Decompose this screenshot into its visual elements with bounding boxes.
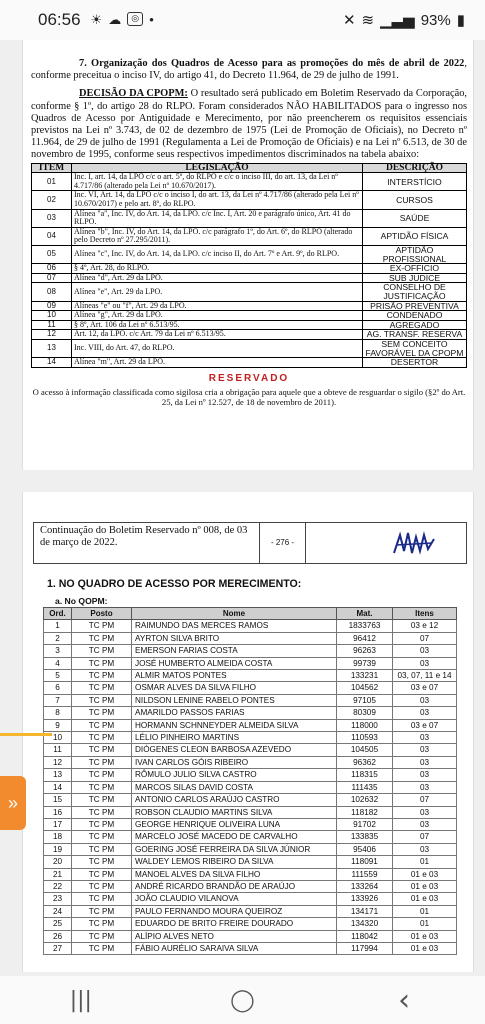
table-row: [44, 657, 457, 669]
impedimento-descricao: SUB JUDICE: [363, 273, 467, 283]
row-ord: 4: [44, 657, 72, 669]
impedimento-legislacao: Inc. I, art. 14, da LPO c/c o art. 5º, do RLPO e c/c o inciso III, do art. 13, da Lei nº 4.717/86 (alterado pela Lei nº 10.670/2017).: [72, 173, 363, 191]
impedimento-descricao: APTIDÃO PROFISSIONAL: [363, 245, 467, 263]
row-ord: 23: [44, 893, 72, 905]
row-mat: 134320: [337, 918, 393, 930]
quadro-table: [43, 607, 457, 955]
impedimento-item: 10: [32, 311, 72, 321]
row-mat: 96263: [337, 645, 393, 657]
row-ord: 5: [44, 670, 72, 682]
row-itens: 01 e 03: [393, 930, 457, 942]
col-descricao: DESCRIÇÃO: [363, 163, 467, 173]
row-mat: 118042: [337, 930, 393, 942]
paragraph-title: 7. Organização dos Quadros de Acesso para as promoções do mês de abril de 2022: [79, 58, 465, 69]
impedimento-legislacao: Alínea "g", Art. 29 da LPO.: [72, 311, 363, 321]
table-row: [44, 868, 457, 880]
impedimento-legislacao: § 4º, Art. 28, do RLPO.: [72, 264, 363, 274]
page-number: - 276 -: [260, 523, 306, 563]
impedimento-legislacao: Alínea "m", Art. 29 da LPO.: [72, 358, 363, 368]
row-posto: TC PM: [72, 694, 132, 706]
col-posto: Posto: [72, 608, 132, 620]
table-row: [44, 831, 457, 843]
row-itens: 01 e 03: [393, 942, 457, 954]
impedimento-legislacao: Inc. VI, Art. 14, da LPO c/c o inciso I, do art. 13, da Lei nº 4.717/86 (alterado pela Lei nº 10.670/2017) e pelo art. 8º, do RLPO.: [72, 191, 363, 209]
table-row: [44, 645, 457, 657]
row-ord: 17: [44, 818, 72, 830]
row-nome: EMERSON FARIAS COSTA: [132, 645, 337, 657]
table-row: [44, 880, 457, 892]
row-itens: 03 e 07: [393, 682, 457, 694]
impedimento-row: [32, 245, 467, 263]
impedimento-row: [32, 358, 467, 368]
impedimento-item: 13: [32, 339, 72, 357]
row-nome: MARCELO JOSÉ MACEDO DE CARVALHO: [132, 831, 337, 843]
dot-icon: •: [149, 12, 154, 27]
row-itens: 03 e 07: [393, 719, 457, 731]
row-posto: TC PM: [72, 732, 132, 744]
row-posto: TC PM: [72, 893, 132, 905]
row-posto: TC PM: [72, 781, 132, 793]
row-mat: 118182: [337, 806, 393, 818]
mute-icon: ✕: [342, 12, 356, 29]
impedimento-row: [32, 311, 467, 321]
impedimento-descricao: CONSELHO DE JUSTIFICAÇÃO: [363, 283, 467, 301]
paragraph-organizacao: [31, 58, 467, 82]
impedimentos-table: [31, 163, 467, 368]
clock: 06:56: [38, 10, 81, 29]
row-posto: TC PM: [72, 645, 132, 657]
row-mat: 96412: [337, 632, 393, 644]
impedimento-legislacao: Alínea "d", Art. 29 da LPO.: [72, 273, 363, 283]
impedimento-item: 05: [32, 245, 72, 263]
impedimento-row: [32, 283, 467, 301]
impedimento-descricao: AGREGADO: [363, 320, 467, 330]
row-nome: NILDSON LENINE RABELO PONTES: [132, 694, 337, 706]
battery-icon: ▮: [456, 12, 465, 29]
row-mat: 133926: [337, 893, 393, 905]
row-nome: ALMIR MATOS PONTES: [132, 670, 337, 682]
impedimento-row: [32, 339, 467, 357]
battery-level: 93%: [420, 11, 451, 29]
row-posto: TC PM: [72, 670, 132, 682]
row-ord: 7: [44, 694, 72, 706]
row-nome: AMARILDO PASSOS FARIAS: [132, 707, 337, 719]
row-nome: GEORGE HENRIQUE OLIVEIRA LUNA: [132, 818, 337, 830]
row-mat: 111435: [337, 781, 393, 793]
row-posto: TC PM: [72, 657, 132, 669]
impedimento-legislacao: Inc. VIII, do Art. 47, do RLPO.: [72, 339, 363, 357]
impedimento-row: [32, 227, 467, 245]
row-nome: MARCOS SILAS DAVID COSTA: [132, 781, 337, 793]
row-itens: 01 e 03: [393, 868, 457, 880]
impedimento-descricao: SAÚDE: [363, 209, 467, 227]
row-ord: 1: [44, 620, 72, 632]
row-nome: AYRTON SILVA BRITO: [132, 632, 337, 644]
row-itens: 07: [393, 831, 457, 843]
row-itens: 03: [393, 744, 457, 756]
row-nome: RAIMUNDO DAS MERCES RAMOS: [132, 620, 337, 632]
row-posto: TC PM: [72, 856, 132, 868]
row-itens: 07: [393, 794, 457, 806]
impedimento-item: 14: [32, 358, 72, 368]
row-nome: JOSÉ HUMBERTO ALMEIDA COSTA: [132, 657, 337, 669]
signal-icon: ▁▃▅: [380, 12, 415, 29]
status-bar: [0, 0, 485, 40]
row-itens: 07: [393, 632, 457, 644]
app-notification-icon: ◎: [127, 12, 143, 26]
section-title: 1. NO QUADRO DE ACESSO POR MERECIMENTO:: [47, 578, 302, 590]
row-posto: TC PM: [72, 930, 132, 942]
row-ord: 13: [44, 769, 72, 781]
impedimento-row: [32, 173, 467, 191]
impedimento-descricao: PRISÃO PREVENTIVA: [363, 301, 467, 311]
row-mat: 117994: [337, 942, 393, 954]
impedimento-descricao: EX-OFFICIO: [363, 264, 467, 274]
table-row: [44, 732, 457, 744]
impedimento-descricao: DESERTOR: [363, 358, 467, 368]
table-row: [44, 707, 457, 719]
impedimento-item: 01: [32, 173, 72, 191]
col-item: ITEM: [32, 163, 72, 173]
row-itens: 01 e 03: [393, 880, 457, 892]
row-mat: 91702: [337, 818, 393, 830]
row-posto: TC PM: [72, 620, 132, 632]
subsection-title: a. No QOPM:: [55, 596, 108, 606]
row-ord: 11: [44, 744, 72, 756]
table-row: [44, 769, 457, 781]
row-ord: 6: [44, 682, 72, 694]
row-itens: 03: [393, 732, 457, 744]
row-itens: 03: [393, 657, 457, 669]
table-row: [44, 781, 457, 793]
paragraph-decisao: [31, 88, 467, 161]
table-row: [44, 719, 457, 731]
row-itens: 01: [393, 905, 457, 917]
row-mat: 104562: [337, 682, 393, 694]
row-nome: FÁBIO AURÉLIO SARAIVA SILVA: [132, 942, 337, 954]
table-row: [44, 794, 457, 806]
row-nome: ANTONIO CARLOS ARAÚJO CASTRO: [132, 794, 337, 806]
row-mat: 99739: [337, 657, 393, 669]
impedimento-item: 08: [32, 283, 72, 301]
decisao-text: O resultado será publicado em Boletim Reservado da Corporação, conforme § 1º, do artigo 28 do RLPO. Foram considerados NÃO HABILITADOS para o ingresso nos Quadros de Acesso por Antiguidade e Merecimento, por não preencherem os requisitos essenciais previstos na Lei nº 3.743, de 02 de dezembro de 1975 (Lei de Promoção de Oficiais), no Decreto nº 11.964, de 29 de julho de 1991 (Regulamenta a Lei de Promoção de Oficiais) e na Lei nº 6.513, de 30 de novembro de 1995, conforme seus respectivos impedimentos discriminados na tabela abaixo:: [31, 88, 467, 161]
row-ord: 15: [44, 794, 72, 806]
table-row: [44, 856, 457, 868]
row-ord: 25: [44, 918, 72, 930]
impedimento-row: [32, 264, 467, 274]
table-row: [44, 905, 457, 917]
page-header: [33, 522, 467, 564]
impedimento-descricao: INTERSTÍCIO: [363, 173, 467, 191]
impedimento-row: [32, 209, 467, 227]
notification-icons: [91, 12, 154, 28]
wifi-icon: ≋: [361, 12, 375, 29]
row-mat: 102632: [337, 794, 393, 806]
table-row: [44, 620, 457, 632]
row-ord: 21: [44, 868, 72, 880]
expand-tab-button[interactable]: »: [0, 776, 26, 830]
sigilo-note: O acesso à informação classificada como sigilosa cria a obrigação para aquele que a obteve de resguardar o sigilo (§2º do Art. 25, da Lei nº 12.527, de 18 de novembro de 2011).: [32, 386, 466, 407]
impedimento-legislacao: Art. 12, da LPO. c/c Art. 79 da Lei nº 6.513/95.: [72, 330, 363, 340]
table-row: [44, 670, 457, 682]
reservado-stamp: RESERVADO: [208, 372, 290, 384]
col-legislacao: LEGISLAÇÃO: [72, 163, 363, 173]
impedimento-item: 04: [32, 227, 72, 245]
row-posto: TC PM: [72, 843, 132, 855]
row-mat: 96362: [337, 756, 393, 768]
table-row: [44, 843, 457, 855]
impedimento-legislacao: § 8º, Art. 106 da Lei nº 6.513/95.: [72, 320, 363, 330]
home-button[interactable]: ◯: [230, 987, 255, 1013]
row-itens: 03: [393, 818, 457, 830]
col-mat: Mat.: [337, 608, 393, 620]
row-ord: 19: [44, 843, 72, 855]
row-itens: 03: [393, 843, 457, 855]
table-row: [44, 756, 457, 768]
impedimento-row: [32, 330, 467, 340]
row-ord: 24: [44, 905, 72, 917]
impedimento-item: 06: [32, 264, 72, 274]
impedimento-legislacao: Alínea "a", Inc. IV, do Art. 14, da LPO. c/c Inc. I, Art. 20 e parágrafo único, Art. 41 do RLPO.: [72, 209, 363, 227]
table-row: [44, 744, 457, 756]
row-posto: TC PM: [72, 806, 132, 818]
row-nome: HORMANN SCHNNEYDER ALMEIDA SILVA: [132, 719, 337, 731]
row-nome: MANOEL ALVES DA SILVA FILHO: [132, 868, 337, 880]
row-mat: 97105: [337, 694, 393, 706]
cloud-icon: ☁: [108, 12, 122, 27]
row-mat: 80309: [337, 707, 393, 719]
row-nome: GOERING JOSÉ FERREIRA DA SILVA JÚNIOR: [132, 843, 337, 855]
row-itens: 03: [393, 806, 457, 818]
row-ord: 2: [44, 632, 72, 644]
row-mat: 133231: [337, 670, 393, 682]
row-posto: TC PM: [72, 719, 132, 731]
navigation-bar: [0, 976, 485, 1024]
row-posto: TC PM: [72, 682, 132, 694]
impedimento-row: [32, 191, 467, 209]
row-ord: 26: [44, 930, 72, 942]
table-row: [44, 918, 457, 930]
document-page-1: [22, 40, 474, 470]
row-posto: TC PM: [72, 868, 132, 880]
row-itens: 03: [393, 781, 457, 793]
row-itens: 03: [393, 645, 457, 657]
table-row: [44, 818, 457, 830]
row-posto: TC PM: [72, 794, 132, 806]
row-mat: 111559: [337, 868, 393, 880]
row-mat: 134171: [337, 905, 393, 917]
row-nome: JOÃO CLAUDIO VILANOVA: [132, 893, 337, 905]
back-button[interactable]: ‹: [398, 982, 411, 1018]
row-mat: 133264: [337, 880, 393, 892]
row-itens: 01: [393, 856, 457, 868]
row-posto: TC PM: [72, 769, 132, 781]
row-itens: 03 e 12: [393, 620, 457, 632]
row-ord: 14: [44, 781, 72, 793]
row-posto: TC PM: [72, 632, 132, 644]
impedimento-legislacao: Alínea "c", Inc. IV, do Art. 14, da LPO. c/c inciso II, do Art. 7º e Art. 9º, do RLPO.: [72, 245, 363, 263]
weather-icon: ☀: [90, 12, 103, 27]
row-itens: 03, 07, 11 e 14: [393, 670, 457, 682]
row-mat: 104505: [337, 744, 393, 756]
row-ord: 20: [44, 856, 72, 868]
row-ord: 3: [44, 645, 72, 657]
row-itens: 03: [393, 707, 457, 719]
row-nome: ALÍPIO ALVES NETO: [132, 930, 337, 942]
highlight-marker: [0, 733, 52, 736]
row-nome: WALDEY LEMOS RIBEIRO DA SILVA: [132, 856, 337, 868]
impedimento-descricao: SEM CONCEITO FAVORÁVEL DA CPOPM: [363, 339, 467, 357]
table-row: [44, 632, 457, 644]
impedimento-legislacao: Alíneas "e" ou "f", Art. 29 da LPO.: [72, 301, 363, 311]
impedimento-descricao: APTIDÃO FÍSICA: [363, 227, 467, 245]
impedimento-descricao: CURSOS: [363, 191, 467, 209]
col-ord: Ord.: [44, 608, 72, 620]
col-itens: Itens: [393, 608, 457, 620]
impedimento-item: 03: [32, 209, 72, 227]
impedimento-item: 02: [32, 191, 72, 209]
col-nome: Nome: [132, 608, 337, 620]
row-ord: 12: [44, 756, 72, 768]
recent-apps-button[interactable]: |||: [69, 987, 92, 1013]
row-nome: ROBSON CLAUDIO MARTINS SILVA: [132, 806, 337, 818]
row-posto: TC PM: [72, 905, 132, 917]
row-itens: 03: [393, 756, 457, 768]
impedimento-legislacao: Alínea "b", Inc. IV, do Art. 14, da LPO. c/c parágrafo 1º, do Art. 6º, do RLPO (alterado pelo Decreto nº 27.295/2011).: [72, 227, 363, 245]
row-nome: OSMAR ALVES DA SILVA FILHO: [132, 682, 337, 694]
row-mat: 133835: [337, 831, 393, 843]
row-posto: TC PM: [72, 756, 132, 768]
impedimento-item: 07: [32, 273, 72, 283]
row-posto: TC PM: [72, 918, 132, 930]
row-mat: 118091: [337, 856, 393, 868]
table-row: [44, 682, 457, 694]
row-itens: 03: [393, 769, 457, 781]
row-nome: IVAN CARLOS GÓIS RIBEIRO: [132, 756, 337, 768]
row-ord: 8: [44, 707, 72, 719]
row-itens: 01 e 03: [393, 893, 457, 905]
row-itens: 03: [393, 694, 457, 706]
document-page-2: [22, 492, 474, 972]
row-mat: 118000: [337, 719, 393, 731]
paragraph-title-rest: , conforme preceitua o inciso IV, do artigo 41, do Decreto 11.964, de 29 de julho de 1991.: [31, 58, 467, 82]
row-ord: 10: [44, 732, 72, 744]
impedimento-descricao: AG. TRANSF. RESERVA: [363, 330, 467, 340]
signature-icon: [392, 529, 436, 559]
row-mat: 95406: [337, 843, 393, 855]
row-nome: LÉLIO PINHEIRO MARTINS: [132, 732, 337, 744]
row-posto: TC PM: [72, 831, 132, 843]
row-ord: 9: [44, 719, 72, 731]
row-ord: 22: [44, 880, 72, 892]
row-posto: TC PM: [72, 880, 132, 892]
impedimento-item: 09: [32, 301, 72, 311]
row-posto: TC PM: [72, 744, 132, 756]
impedimento-descricao: CONDENADO: [363, 311, 467, 321]
impedimento-item: 12: [32, 330, 72, 340]
row-mat: 1833763: [337, 620, 393, 632]
row-posto: TC PM: [72, 818, 132, 830]
row-posto: TC PM: [72, 707, 132, 719]
impedimento-item: 11: [32, 320, 72, 330]
table-row: [44, 942, 457, 954]
impedimento-legislacao: Alínea "e", Art. 29 da LPO.: [72, 283, 363, 301]
row-mat: 118315: [337, 769, 393, 781]
row-ord: 18: [44, 831, 72, 843]
row-ord: 27: [44, 942, 72, 954]
table-row: [44, 930, 457, 942]
row-nome: EDUARDO DE BRITO FREIRE DOURADO: [132, 918, 337, 930]
continuacao-text: Continuação do Boletim Reservado nº 008, de 03 de março de 2022.: [34, 523, 260, 563]
row-nome: DIÓGENES CLEON BARBOSA AZEVEDO: [132, 744, 337, 756]
row-posto: TC PM: [72, 942, 132, 954]
row-mat: 110593: [337, 732, 393, 744]
decisao-label: DECISÃO DA CPOPM:: [79, 88, 188, 100]
row-nome: RÔMULO JULIO SILVA CASTRO: [132, 769, 337, 781]
row-nome: PAULO FERNANDO MOURA QUEIROZ: [132, 905, 337, 917]
row-ord: 16: [44, 806, 72, 818]
table-row: [44, 806, 457, 818]
table-row: [44, 694, 457, 706]
row-itens: 01: [393, 918, 457, 930]
row-nome: ANDRÉ RICARDO BRANDÃO DE ARAÚJO: [132, 880, 337, 892]
table-row: [44, 893, 457, 905]
